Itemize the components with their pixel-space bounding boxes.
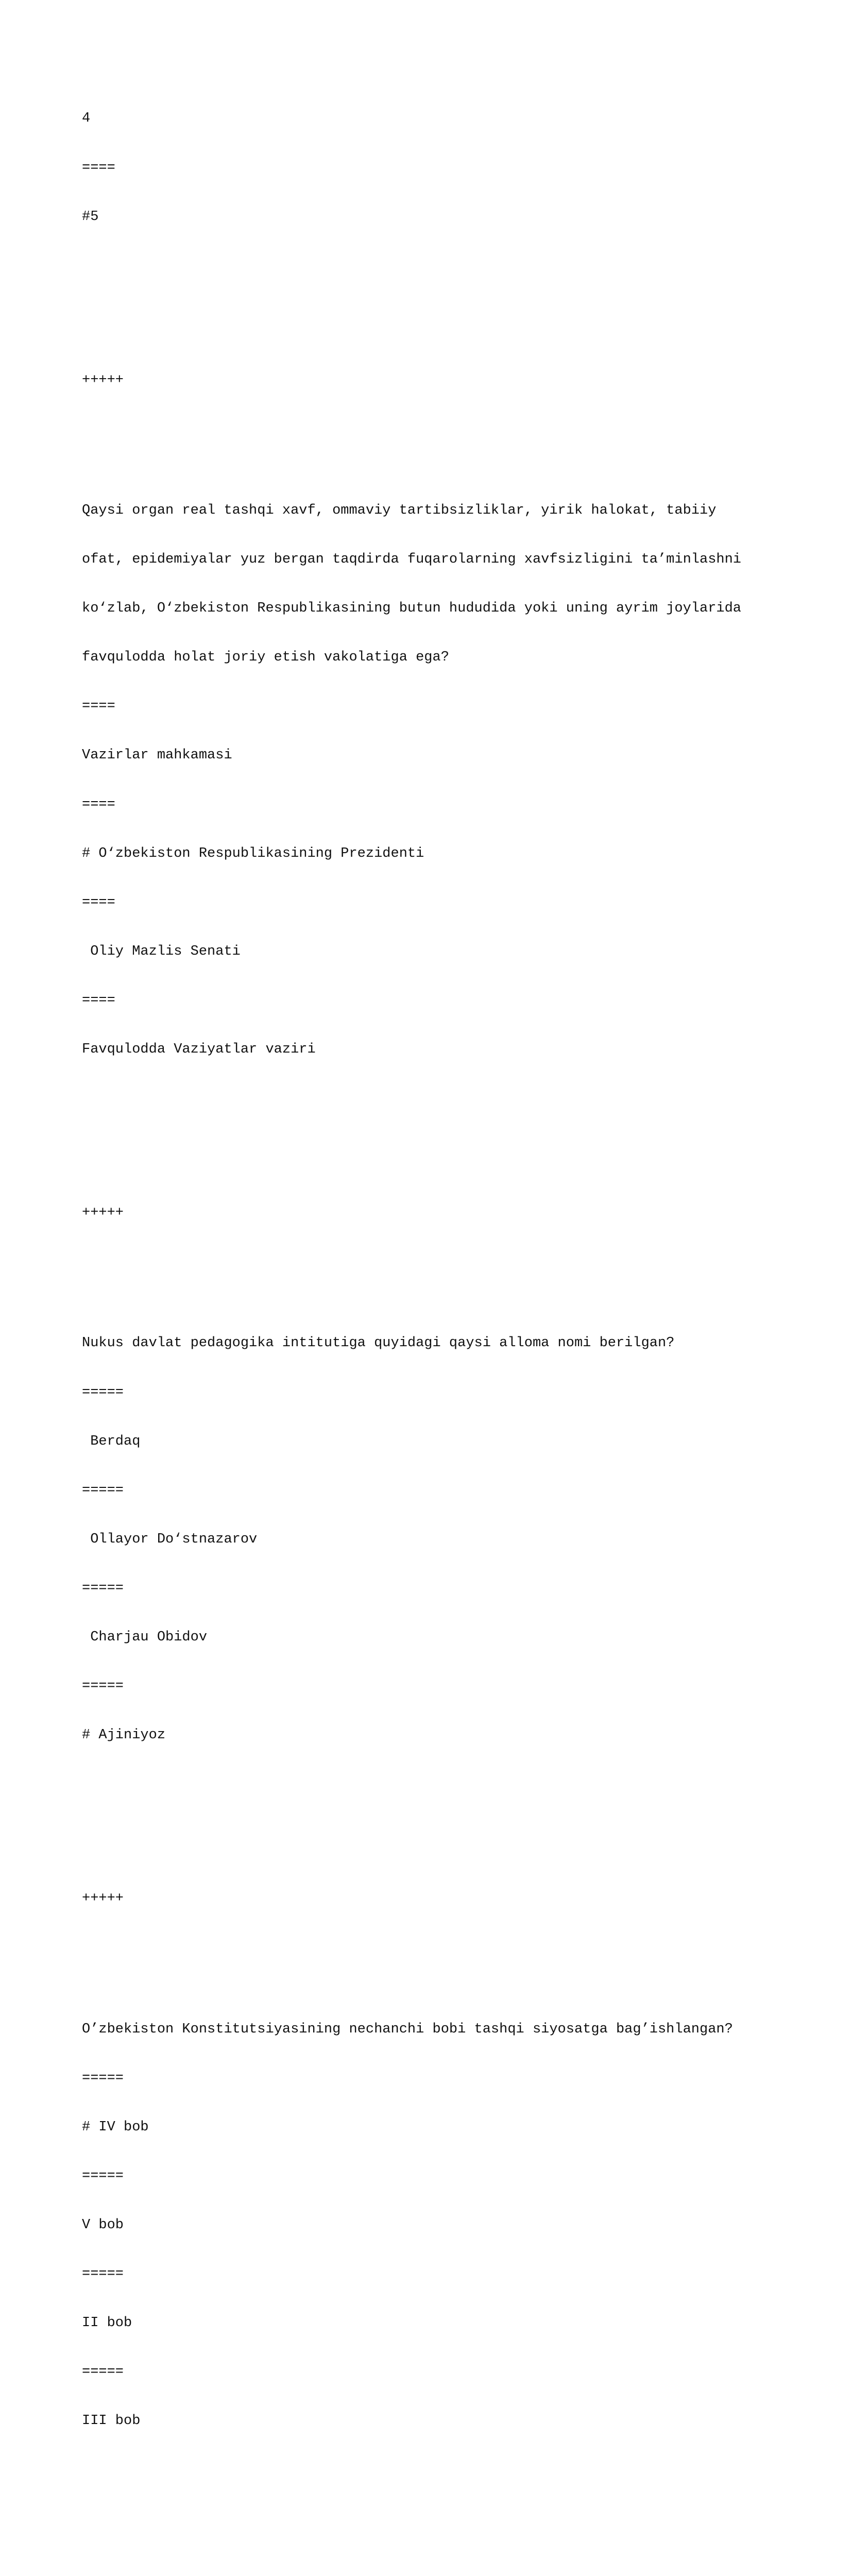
answer-option: Favqulodda Vaziyatlar vaziri xyxy=(82,1042,316,1058)
answer-option: III bob xyxy=(82,2413,141,2429)
question-divider: +++++ xyxy=(82,1205,124,1221)
question-text-line: Nukus davlat pedagogika intitutiga quyidagi qaysi alloma nomi berilgan? xyxy=(82,1335,675,1351)
question-divider: +++++ xyxy=(82,372,124,388)
separator: ===== xyxy=(82,2168,124,2184)
separator: ===== xyxy=(82,2364,124,2380)
answer-option: V bob xyxy=(82,2217,124,2233)
document-body xyxy=(82,78,803,2576)
question-text-line: ko‘zlab, O‘zbekiston Respublikasining butun hududida yoki uning ayrim joylarida xyxy=(82,601,742,617)
separator: ===== xyxy=(82,1580,124,1596)
answer-option: Charjau Obidov xyxy=(82,1630,208,1645)
question-text-line: O’zbekiston Konstitutsiyasining nechanchi bobi tashqi siyosatga bag’ishlangan? xyxy=(82,2021,733,2037)
separator: ==== xyxy=(82,894,115,910)
separator: ==== xyxy=(82,796,115,812)
answer-option: II bob xyxy=(82,2315,132,2331)
header-number: 4 xyxy=(82,111,91,127)
question-text-line: favqulodda holat joriy etish vakolatiga ega? xyxy=(82,650,449,666)
separator: ==== xyxy=(82,160,115,176)
question-text-line: ofat, epidemiyalar yuz bergan taqdirda fuqarolarning xavfsizligini ta’minlashni xyxy=(82,552,742,568)
separator: ===== xyxy=(82,1482,124,1498)
answer-option-correct: # O‘zbekiston Respublikasining Prezidenti xyxy=(82,845,424,861)
header-answer: #5 xyxy=(82,209,99,225)
answer-option-correct: # IV bob xyxy=(82,2119,149,2135)
answer-option: Oliy Mazlis Senati xyxy=(82,943,241,959)
separator: ==== xyxy=(82,699,115,715)
answer-option-correct: # Ajiniyoz xyxy=(82,1727,166,1743)
separator: ===== xyxy=(82,1384,124,1400)
separator: ===== xyxy=(82,2266,124,2282)
separator: ===== xyxy=(82,2070,124,2086)
answer-option: Ollayor Do‘stnazarov xyxy=(82,1531,258,1547)
answer-option: Berdaq xyxy=(82,1433,141,1449)
separator: ===== xyxy=(82,1679,124,1694)
question-text-line: Qaysi organ real tashqi xavf, ommaviy tartibsizliklar, yirik halokat, tabiiy xyxy=(82,503,717,518)
question-divider: +++++ xyxy=(82,1891,124,1907)
separator: ==== xyxy=(82,992,115,1008)
answer-option: Vazirlar mahkamasi xyxy=(82,748,232,764)
